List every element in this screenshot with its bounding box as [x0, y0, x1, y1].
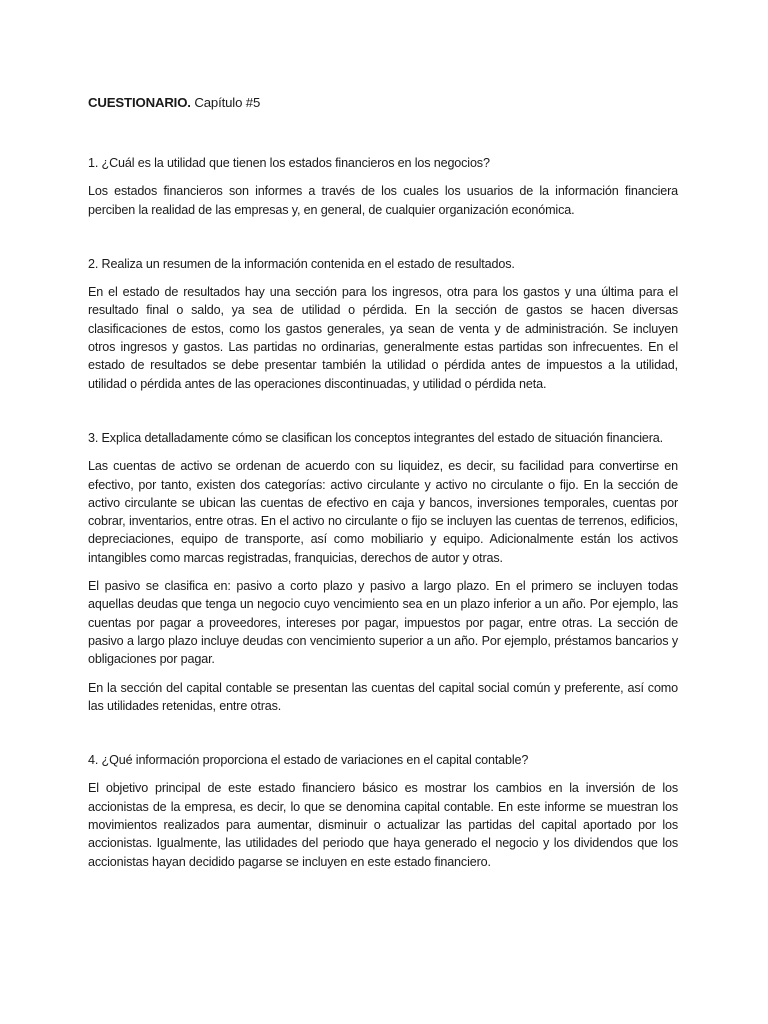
question-3: 3. Explica detalladamente cómo se clasifican los conceptos integrantes del estado de situación financiera.	[88, 430, 663, 445]
document-page	[88, 94, 678, 871]
question-1: 1. ¿Cuál es la utilidad que tienen los estados financieros en los negocios?	[88, 156, 490, 170]
document-title	[88, 94, 678, 112]
answer-2-paragraph-1: En el estado de resultados hay una sección para los ingresos, otra para los gastos y una última para el resultado final o saldo, ya sea de utilidad o pérdida. En la sección de gastos se hacen diversas clasificaciones de estos, como los gastos generales, ya sean de venta y de administración. Se incluyen otros ingresos y gastos. Las partidas no ordinarias, generalmente estas partidas son infrecuentes. En el estado de resultados se debe presentar también la utilidad o pérdida antes de impuestos a la utilidad, utilidad o pérdida antes de las operaciones discontinuadas, y utilidad o pérdida neta.	[88, 285, 678, 391]
answer-1-paragraph-1: Los estados financieros son informes a través de los cuales los usuarios de la información financiera perciben la realidad de las empresas y, en general, de cualquier organización económica.	[88, 184, 678, 217]
answer-3-paragraph-3: En la sección del capital contable se presentan las cuentas del capital social común y preferente, así como las utilidades retenidas, entre otras.	[88, 680, 678, 713]
answer-4-paragraph-1: El objetivo principal de este estado financiero básico es mostrar los cambios en la inversión de los accionistas de la empresa, es decir, lo que se denomina capital contable. En este informe se muestran los movimientos realizados para aumentar, disminuir o actualizar las partidas del capital aportado por los accionistas. Igualmente, las utilidades del periodo que haya generado el negocio y los dividendos que los accionistas hayan decidido pagarse se incluyen en este estado financiero.	[88, 781, 678, 869]
question-4: 4. ¿Qué información proporciona el estado de variaciones en el capital contable?	[88, 753, 529, 768]
answer-3-paragraph-1: Las cuentas de activo se ordenan de acuerdo con su liquidez, es decir, su facilidad para convertirse en efectivo, por tanto, existen dos categorías: activo circulante y activo no circulante o fijo. En la sección de activo circulante se ubican las cuentas de efectivo en caja y bancos, inversiones temporales, cuentas por cobrar, inventarios, entre otras. En el activo no circulante o fijo se incluyen las cuentas de terrenos, edificios, depreciaciones, equipo de transporte, así como mobiliario y equipo. Adicionalmente están los activos intangibles como marcas registradas, franquicias, derechos de autor y otras.	[88, 459, 678, 565]
title-chapter: Capítulo #5	[190, 95, 261, 110]
question-2: 2. Realiza un resumen de la información contenida en el estado de resultados.	[88, 256, 515, 271]
answer-3-paragraph-2: El pasivo se clasifica en: pasivo a corto plazo y pasivo a largo plazo. En el primero se incluyen todas aquellas deudas que tenga un negocio cuyo vencimiento sea en un plazo inferior a un año. Por ejemplo, las cuentas por pagar a proveedores, intereses por pagar, impuestos por pagar, entre otras. La sección de pasivo a largo plazo incluye deudas con vencimiento superior a un año. Por ejemplo, préstamos bancarios y obligaciones por pagar.	[88, 579, 678, 667]
title-bold: CUESTIONARIO.	[88, 95, 191, 110]
